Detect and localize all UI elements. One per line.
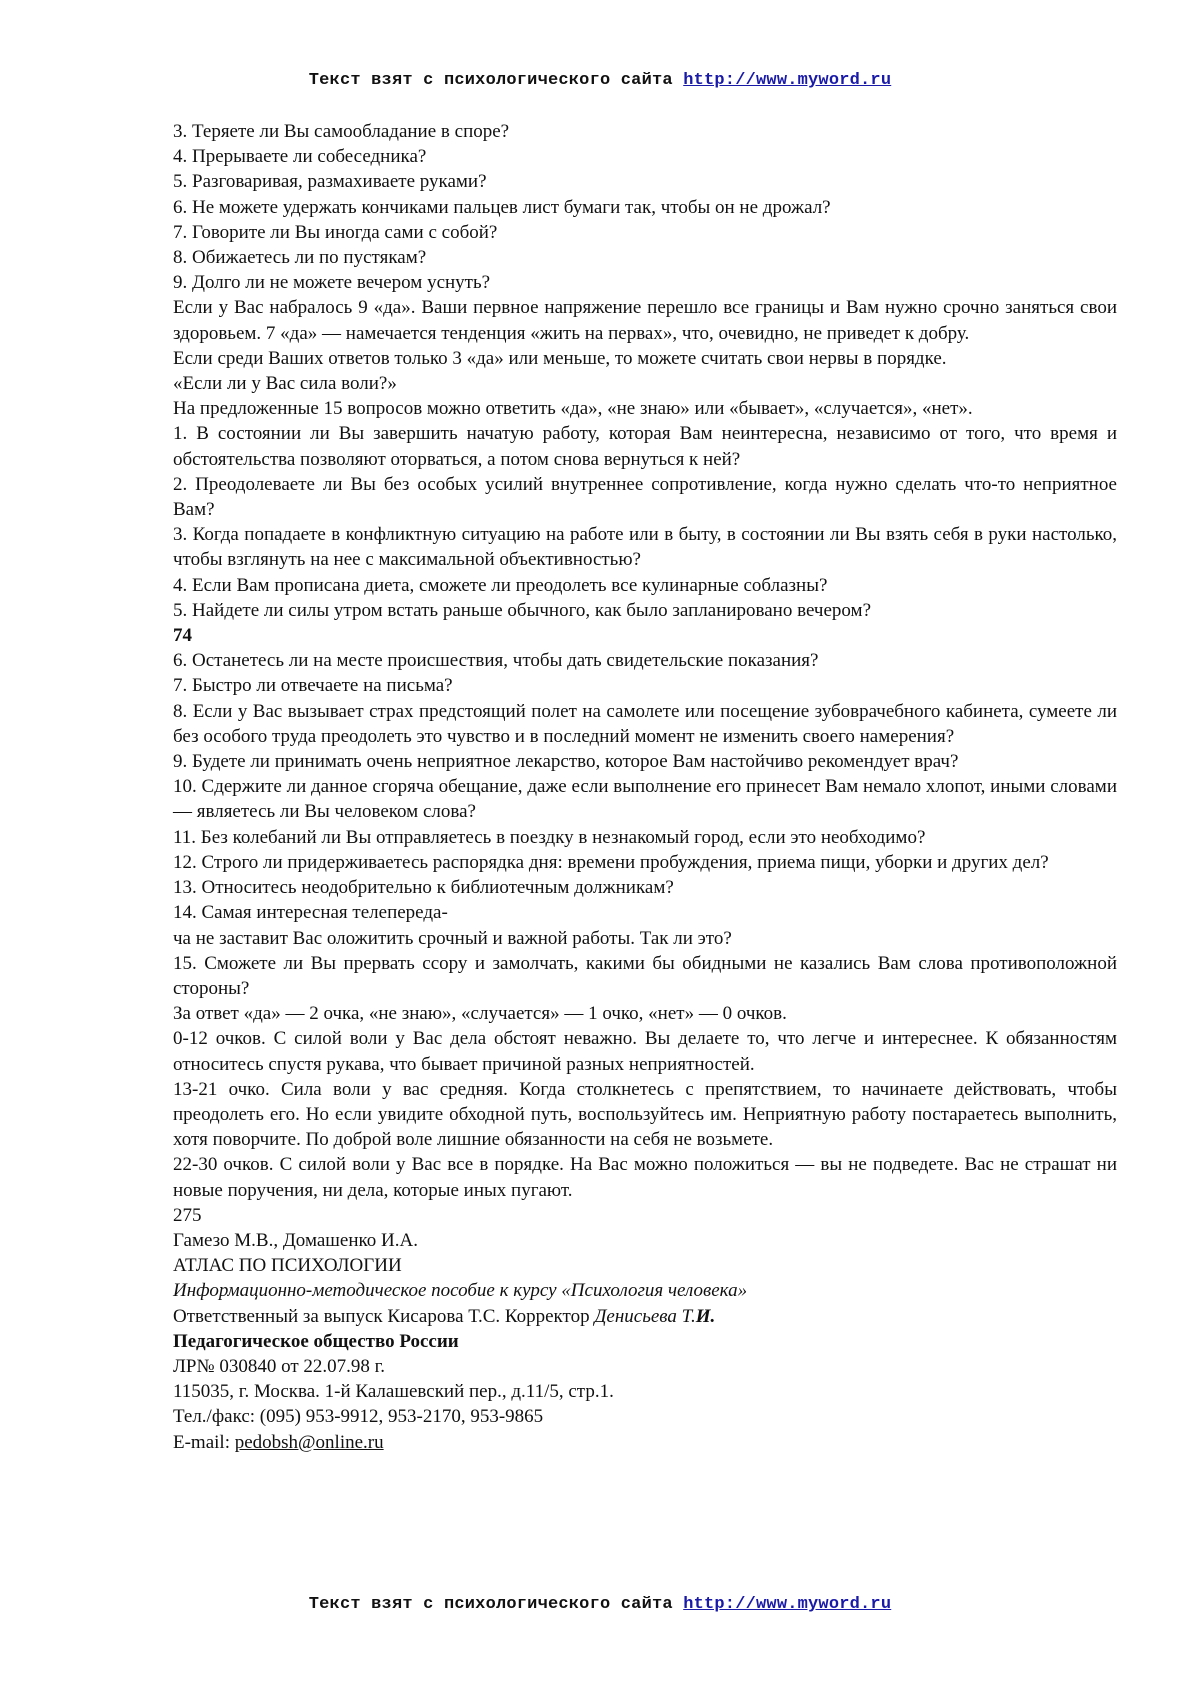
will-question: 7. Быстро ли отвечаете на письма? [173,673,1117,698]
page-marker: 74 [173,623,1117,648]
will-question: ча не заставит Вас оложитить срочный и важной работы. Так ли это? [173,926,1117,951]
will-question: 8. Если у Вас вызывает страх предстоящий полет на самолете или посещение зубоврачебного кабинета, сумеете ли без особого труда преодолеть это чувство и в последний момент не изменить своего намерения? [173,699,1117,749]
colophon-subtitle: Информационно-методическое пособие к курсу «Психология человека» [173,1278,1117,1303]
will-question: 2. Преодолеваете ли Вы без особых усилий внутреннее сопротивление, когда нужно сделать что-то неприятное Вам? [173,472,1117,522]
will-question: 1. В состоянии ли Вы завершить начатую работу, которая Вам неинтересна, независимо от того, что время и обстоятельства позволяют оторваться, а потом снова вернуться к ней? [173,421,1117,471]
will-test-title: «Если ли у Вас сила воли?» [173,371,1117,396]
email-link[interactable]: pedobsh@online.ru [235,1432,384,1453]
stress-question: 6. Не можете удержать кончиками пальцев лист бумаги так, чтобы он не дрожал? [173,195,1117,220]
result-paragraph: 0-12 очков. С силой воли у Вас дела обстоят неважно. Вы делаете то, что легче и интереснее. К обязанностям относитесь спустя рукава, что бывает причиной разных неприятностей. [173,1026,1117,1076]
will-question: 4. Если Вам прописана диета, сможете ли преодолеть все кулинарные соблазны? [173,573,1117,598]
will-question: 9. Будете ли принимать очень неприятное лекарство, которое Вам настойчиво рекомендует врач? [173,749,1117,774]
colophon-email [173,1430,1117,1455]
colophon-phone: Тел./факс: (095) 953-9912, 953-2170, 953-9865 [173,1404,1117,1429]
will-question: 5. Найдете ли силы утром встать раньше обычного, как было запланировано вечером? [173,598,1117,623]
footer-link[interactable]: http://www.myword.ru [683,1595,891,1614]
page-number: 275 [173,1203,1117,1228]
colophon-license: ЛР№ 030840 от 22.07.98 г. [173,1354,1117,1379]
corrector-initial: И. [696,1306,716,1327]
responsible-text: Ответственный за выпуск Кисарова Т.С. Корректор [173,1306,590,1327]
stress-question: 7. Говорите ли Вы иногда сами с собой? [173,220,1117,245]
will-question: 12. Строго ли придерживаетесь распорядка дня: времени пробуждения, приема пищи, уборки и других дел? [173,850,1117,875]
will-test-intro: На предложенные 15 вопросов можно ответить «да», «не знаю» или «бывает», «случается», «нет». [173,396,1117,421]
will-question: 14. Самая интересная телепереда- [173,900,1117,925]
colophon-title: АТЛАС ПО ПСИХОЛОГИИ [173,1253,1117,1278]
stress-question: 9. Долго ли не можете вечером уснуть? [173,270,1117,295]
result-paragraph: 13-21 очко. Сила воли у вас средняя. Когда столкнетесь с препятствием, то начинаете действовать, чтобы преодолеть его. Но если увидите обходной путь, воспользуйтесь им. Неприятную работу постараетесь выполнить, хотя поворчите. По доброй воле лишние обязанности на себя не возьмете. [173,1077,1117,1153]
will-question: 3. Когда попадаете в конфликтную ситуацию на работе или в быту, в состоянии ли Вы взять себя в руки настолько, чтобы взглянуть на нее с максимальной объективностью? [173,522,1117,572]
scoring-rule: За ответ «да» — 2 очка, «не знаю», «случается» — 1 очко, «нет» — 0 очков. [173,1001,1117,1026]
will-question: 11. Без колебаний ли Вы отправляетесь в поездку в незнакомый город, если это необходимо? [173,825,1117,850]
colophon-authors: Гамезо М.В., Домашенко И.А. [173,1228,1117,1253]
footer-text: Текст взят с психологического сайта [309,1595,673,1614]
header-text: Текст взят с психологического сайта [309,71,673,90]
corrector-name: Денисьева Т. [594,1306,695,1327]
email-label: E-mail: [173,1432,230,1453]
stress-result-paragraph: Если среди Ваших ответов только 3 «да» или меньше, то можете считать свои нервы в порядке. [173,346,1117,371]
will-question: 10. Сдержите ли данное сгоряча обещание, даже если выполнение его принесет Вам немало хлопот, иными словами — являетесь ли Вы человеком слова? [173,774,1117,824]
document-body [173,119,1117,1455]
will-question: 13. Относитесь неодобрительно к библиотечным должникам? [173,875,1117,900]
stress-question: 4. Прерываете ли собеседника? [173,144,1117,169]
result-paragraph: 22-30 очков. С силой воли у Вас все в порядке. На Вас можно положиться — вы не подведете. Вас не страшат ни новые поручения, ни дела, которые иных пугают. [173,1152,1117,1202]
will-question: 15. Сможете ли Вы прервать ссору и замолчать, какими бы обидными не казались Вам слова противоположной стороны? [173,951,1117,1001]
stress-question: 3. Теряете ли Вы самообладание в споре? [173,119,1117,144]
colophon-responsible [173,1304,1117,1329]
stress-question: 8. Обижаетесь ли по пустякам? [173,245,1117,270]
will-question: 6. Останетесь ли на месте происшествия, чтобы дать свидетельские показания? [173,648,1117,673]
stress-question: 5. Разговаривая, размахиваете руками? [173,169,1117,194]
colophon-publisher: Педагогическое общество России [173,1329,1117,1354]
page-header [0,71,1200,90]
stress-result-paragraph: Если у Вас набралось 9 «да». Ваши первное напряжение перешло все границы и Вам нужно срочно заняться свои здоровьем. 7 «да» — намечается тенденция «жить на первах», что, очевидно, не приведет к добру. [173,295,1117,345]
page-footer [0,1595,1200,1614]
header-link[interactable]: http://www.myword.ru [683,71,891,90]
colophon-address: 115035, г. Москва. 1-й Калашевский пер., д.11/5, стр.1. [173,1379,1117,1404]
